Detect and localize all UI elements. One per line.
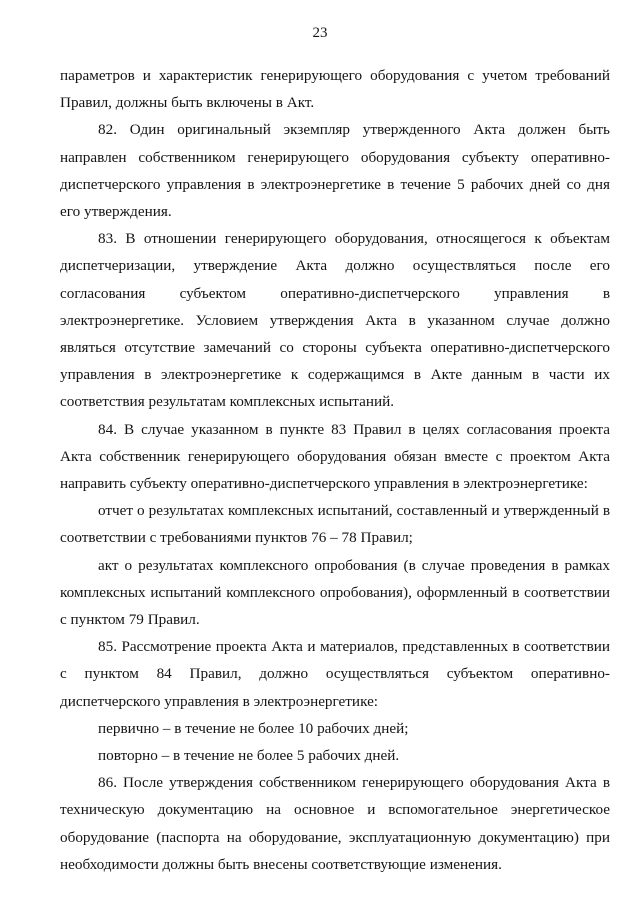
document-body (60, 62, 610, 878)
paragraph-84: 84. В случае указанном в пункте 83 Правил в целях согласования проекта Акта собственник генерирующего оборудования обязан вместе с проектом Акта направить субъекту оперативно-диспетчерского управления в электроэнергетике: (60, 420, 610, 493)
page-number: 23 (312, 25, 328, 41)
paragraph-continuation: параметров и характеристик генерирующего оборудования с учетом требований Правил, должны быть включены в Акт. (60, 67, 610, 112)
paragraph-85-item-first: первично – в течение не более 10 рабочих дней; (98, 719, 409, 737)
paragraph-85: 85. Рассмотрение проекта Акта и материалов, представленных в соответствии с пунктом 84 Правил, должно осуществляться субъектом оперативно-диспетчерского управления в электроэнергетике: (60, 638, 610, 710)
paragraph-84-item-report: отчет о результатах комплексных испытаний, составленный и утвержденный в соответствии с требованиями пунктов 76 – 78 Правил; (60, 502, 610, 547)
paragraph-84-item-act: акт о результатах комплексного опробования (в случае проведения в рамках комплексных испытаний комплексного опробования), оформленный в соответствии с пунктом 79 Правил. (60, 556, 610, 629)
paragraph-86: 86. После утверждения собственником генерирующего оборудования Акта в техническую документацию на основное и вспомогательное энергетическое оборудование (паспорта на оборудование, эксплуатационную документацию) при необходимости должны быть внесены соответствующие изменения. (60, 774, 610, 873)
paragraph-85-item-repeat: повторно – в течение не более 5 рабочих дней. (98, 747, 400, 765)
paragraph-82: 82. Один оригинальный экземпляр утвержденного Акта должен быть направлен собственником генерирующего оборудования субъекту оперативно-диспетчерского управления в электроэнергетике в течение 5 рабочих дней со дня его утверждения. (60, 121, 610, 221)
paragraph-83: 83. В отношении генерирующего оборудования, относящегося к объектам диспетчеризации, утверждение Акта должно осуществляться после его согласования субъектом оперативно-диспетчерского управления в электроэнергетике. Условием утверждения Акта в указанном случае должно являться отсутствие замечаний со стороны субъекта оперативно-диспетчерского управления в электроэнергетике к содержащимся в Акте данным в части их соответствия результатам комплексных испытаний. (60, 230, 610, 411)
